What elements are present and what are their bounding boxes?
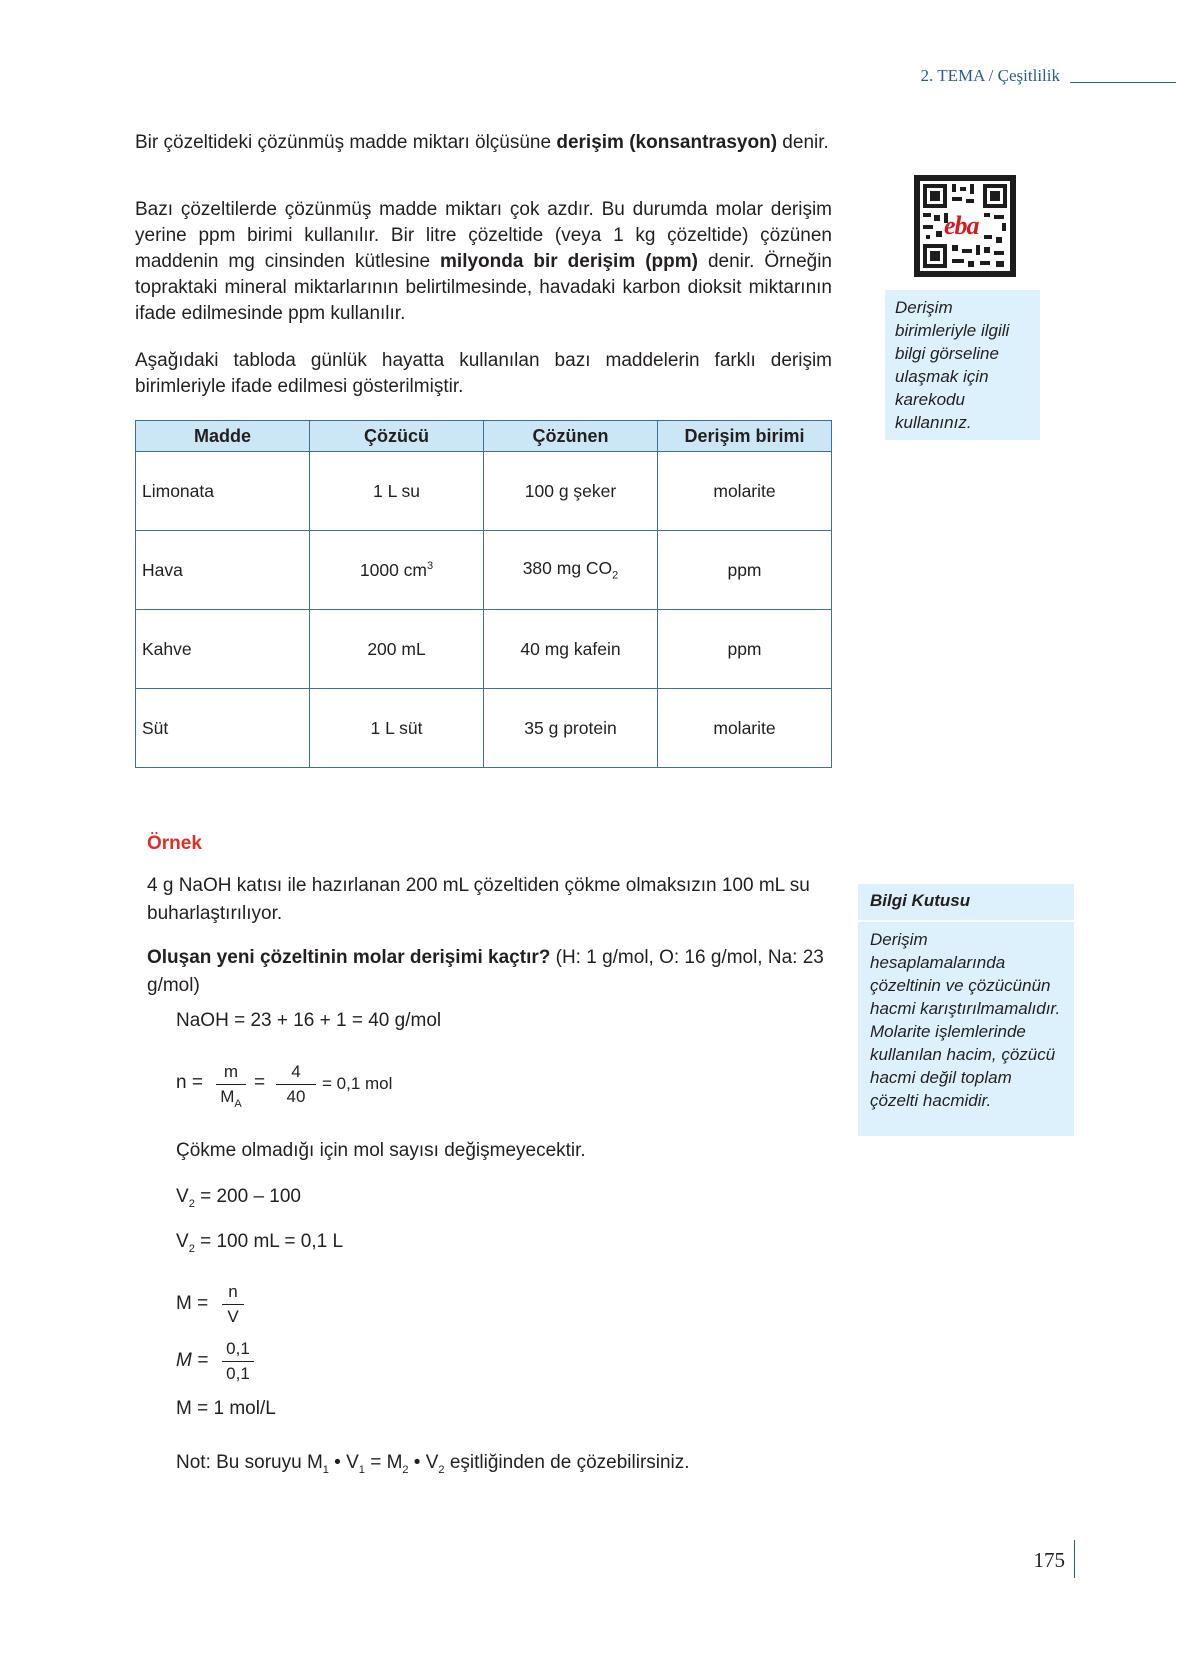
fraction-01-over-01: 0,1 0,1 [222, 1339, 254, 1384]
intro-paragraph-2: Bazı çözeltilerde çözünmüş madde miktarı çok azdır. Bu durumda molar derişim yerine ppm birimi kullanılır. Bir litre çözeltide (veya 1 kg çözeltide) çözünen maddenin mg cinsinden kütlesine milyonda bir derişim (ppm) denir. Örneğin topraktaki mineral miktarlarının belirtilmesinde, havadaki karbon dioksit miktarının ifade edilmesinde ppm kullanılır. [135, 199, 832, 324]
table-cell: molarite [658, 689, 832, 768]
concentration-table [135, 420, 832, 768]
fraction-n-over-v: n V [222, 1282, 244, 1327]
qr-code[interactable] [914, 175, 1016, 277]
table-cell: 1 L su [310, 452, 484, 531]
intro-paragraph-3: Aşağıdaki tabloda günlük hayatta kullanılan bazı maddelerin farklı derişim birimleriyle ifade edilmesi gösterilmiştir. [135, 350, 832, 397]
term-ppm: milyonda bir derişim (ppm) [440, 251, 698, 272]
qr-side-note: Derişim birimleriyle ilgili bilgi görseline ulaşmak için karekodu kullanınız. [885, 290, 1040, 440]
example-label: Örnek [147, 833, 202, 854]
table-cell: Kahve [136, 610, 310, 689]
table-row [136, 689, 832, 768]
eba-logo: eba [944, 211, 979, 240]
fraction-m-over-ma: m $M_A$ [216, 1062, 246, 1114]
table-header: Çözücü [310, 421, 484, 452]
molarity-sub-label: M = [176, 1350, 209, 1371]
molarity-formula-label: M = [176, 1293, 209, 1314]
table-cell: 1 L süt [310, 689, 484, 768]
table-cell: ppm [658, 610, 832, 689]
table-header: Derişim birimi [658, 421, 832, 452]
intro-paragraph-1: Bir çözeltideki çözünmüş madde miktarı ölçüsüne derişim (konsantrasyon) denir. [135, 132, 829, 153]
table-row [136, 610, 832, 689]
table-cell: 200 mL [310, 610, 484, 689]
page-number-rule [1074, 1540, 1075, 1578]
table-cell: 1000 $cm^3$ [310, 531, 484, 610]
n-equals: n = [176, 1072, 203, 1093]
note-line: Not: Bu soruyu $M_1$ • $V_1 = M_2$ • $V_2$ eşitliğinden de çözebilirsiniz. [176, 1452, 690, 1476]
example-ask: Oluşan yeni çözeltinin molar derişimi kaçtır? (H: 1 g/mol, O: 16 g/mol, Na: 23 g/mol) [147, 947, 824, 996]
info-box-title: Bilgi Kutusu [858, 884, 1074, 920]
v2-line-1: $V_2 = 200 - 100$ [176, 1186, 301, 1210]
table-cell: 40 mg kafein [484, 610, 658, 689]
table-header: Çözünen [484, 421, 658, 452]
table-cell: Hava [136, 531, 310, 610]
chapter-title: 2. TEMA / Çeşitlilik [920, 66, 1060, 85]
header-rule [1070, 82, 1176, 83]
n-result: = 0,1 mol [322, 1074, 393, 1093]
table-cell: 35 g protein [484, 689, 658, 768]
page-number: 175 [1033, 1548, 1065, 1572]
molar-mass-line: NaOH = 23 + 16 + 1 = 40 g/mol [176, 1010, 442, 1031]
table-cell: Limonata [136, 452, 310, 531]
table-cell: 380 mg $CO_2$ [484, 531, 658, 610]
v2-line-2: $V_2 = 100$ mL = 0,1 L [176, 1231, 344, 1255]
table-row [136, 531, 832, 610]
table-header: Madde [136, 421, 310, 452]
table-cell: molarite [658, 452, 832, 531]
term-concentration: derişim (konsantrasyon) [556, 132, 778, 153]
info-box-body: Derişim hesaplamalarında çözeltinin ve çözücünün hacmi karıştırılmamalıdır. Molarite işlemlerinde kullanılan hacim, çözücü hacmi değil toplam çözelti hacmidir. [858, 922, 1074, 1136]
mol-constant-line: Çökme olmadığı için mol sayısı değişmeyecektir. [176, 1140, 586, 1161]
equals-sign: = [254, 1072, 266, 1093]
table-cell: Süt [136, 689, 310, 768]
table-cell: ppm [658, 531, 832, 610]
example-question: 4 g NaOH katısı ile hazırlanan 200 mL çözeltiden çökme olmaksızın 100 mL su buharlaştırılıyor. [147, 875, 810, 924]
molarity-result: M = 1 mol/L [176, 1398, 276, 1419]
fraction-4-over-40: 4 40 [276, 1062, 316, 1107]
table-row [136, 452, 832, 531]
table-cell: 100 g şeker [484, 452, 658, 531]
